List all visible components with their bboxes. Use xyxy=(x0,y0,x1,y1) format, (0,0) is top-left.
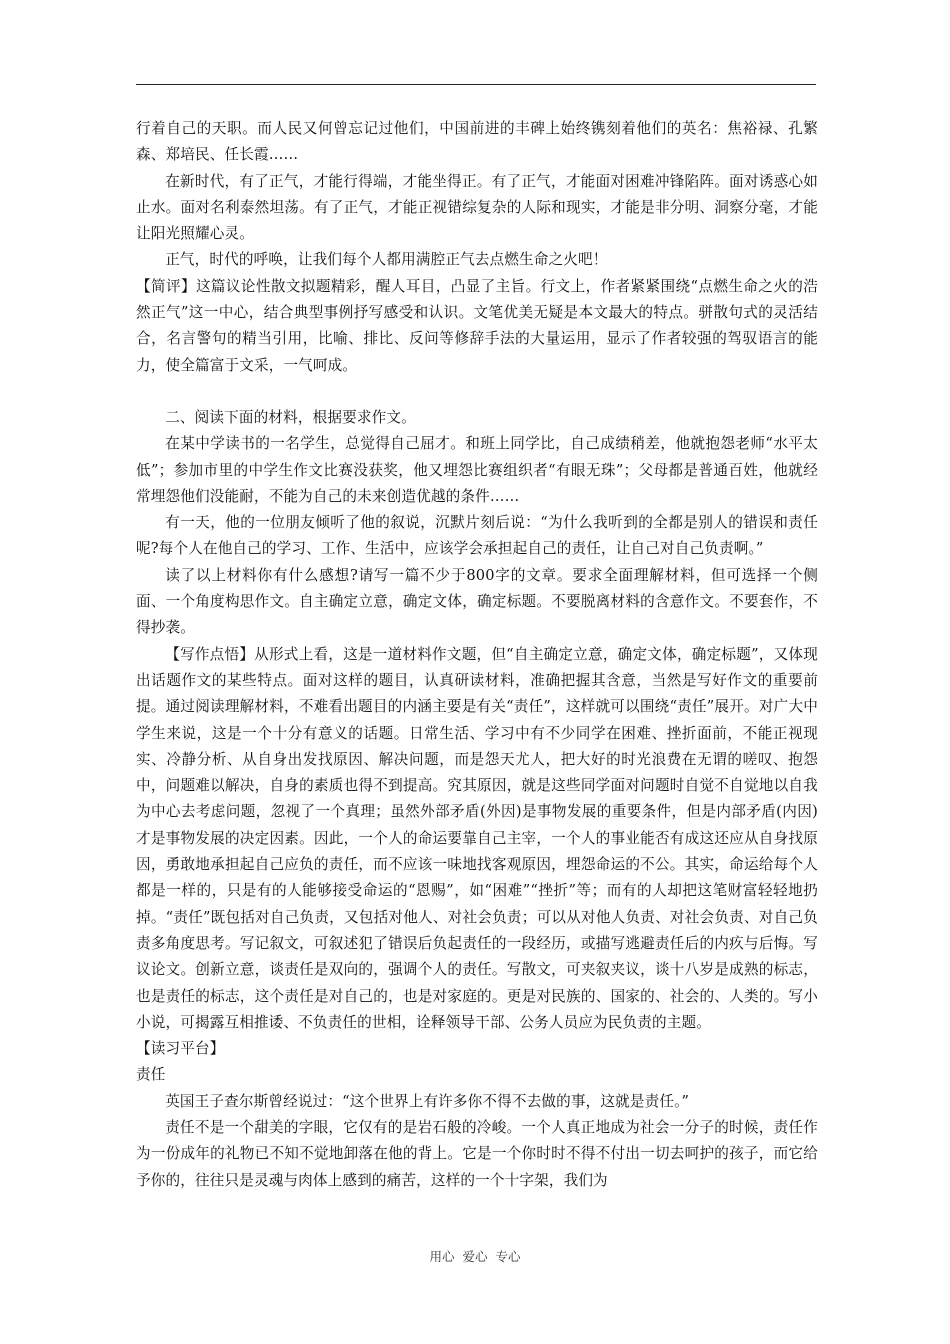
paragraph-new-era: 在新时代，有了正气，才能行得端，才能坐得正。有了正气，才能面对困难冲锋陷阵。面对诱惑心如止水。面对名利泰然坦荡。有了正气，才能正视错综复杂的人际和现实，才能是非分明、洞察分毫，才能让阳光照耀心灵。 xyxy=(136,172,818,243)
paragraph-requirement: 读了以上材料你有什么感想?请写一篇不少于800字的文章。要求全面理解材料，但可选择一个侧面、一个角度构思作文。自主确定立意，确定文体，确定标题。不要脱离材料的含意作文。不要套作，不得抄袭。 xyxy=(136,566,818,637)
paragraph-writing-tips: 【写作点悟】从形式上看，这是一道材料作文题，但“自主确定立意，确定文体，确定标题”，又体现出话题作文的某些特点。面对这样的题目，认真研读材料，准确把握其含意，当然是写好作文的重要前提。通过阅读理解材料，不难看出题目的内涵主要是有关“责任”，这样就可以围绕“责任”展开。对广大中学生来说，这是一个十分有意义的话题。日常生活、学习中有不少同学在困难、挫折面前，不能正视现实、冷静分析、从自身出发找原因、解决问题，而是怨天尤人，把大好的时光浪费在无谓的嗟叹、抱怨中，问题难以解决，自身的素质也得不到提高。究其原因，就是这些同学面对问题时自觉不自觉地以自我为中心去考虑问题，忽视了一个真理；虽然外部矛盾(外因)是事物发展的重要条件，但是内部矛盾(内因)才是事物发展的决定因素。因此，一个人的命运要靠自己主宰，一个人的事业能否有成这还应从自身找原因，勇敢地承担起自己应负的责任，而不应该一味地找客观原因，埋怨命运的不公。其实，命运给每个人都是一样的，只是有的人能够接受命运的“恩赐”，如“困难”“挫折”等；而有的人却把这笔财富轻轻地扔掉。“责任”既包括对自己负责，又包括对他人、对社会负责；可以从对他人负责、对社会负责、对自己负责多角度思考。写记叙文，可叙述犯了错误后负起责任的一段经历，或描写逃避责任后的内疚与后悔。写议论文。创新立意，谈责任是双向的，强调个人的责任。写散文，可夹叙夹议，谈十八岁是成熟的标志，也是责任的标志，这个责任是对自己的，也是对家庭的。更是对民族的、国家的、社会的、人类的。写小小说，可揭露互相推诿、不负责任的世相，诠释领导干部、公务人员应为民负责的主题。 xyxy=(136,645,818,1031)
paragraph-material-1: 在某中学读书的一名学生，总觉得自己屈才。和班上同学比，自己成绩稍差，他就抱怨老师“水平太低”；参加市里的中学生作文比赛没获奖，他又埋怨比赛组织者“有眼无珠”；父母都是普通百姓，他就经常埋怨他们没能耐，不能为自己的未来创造优越的条件…… xyxy=(136,435,818,505)
header-rule xyxy=(136,84,816,85)
paragraph-call: 正气，时代的呼唤，让我们每个人都用满腔正气去点燃生命之火吧！ xyxy=(165,251,608,269)
paragraph-gap xyxy=(136,379,818,405)
page-footer: 用心 爱心 专心 xyxy=(429,1249,521,1264)
paragraph-material-2: 有一天，他的一位朋友倾听了他的叙说，沉默片刻后说：“为什么我听到的全都是别人的错误和责任呢?每个人在他自己的学习、工作、生活中，应该学会承担起自己的责任，让自己对自己负责啊。” xyxy=(136,514,818,558)
paragraph-responsibility: 责任不是一个甜美的字眼，它仅有的是岩石般的冷峻。一个人真正地成为社会一分子的时候，责任作为一份成年的礼物已不知不觉地卸落在他的背上。它是一个你时时不得不付出一切去呵护的孩子，而它给予你的，往往只是灵魂与肉体上感到的痛苦，这样的一个十字架，我们为 xyxy=(136,1118,818,1189)
paragraph-quote: 英国王子查尔斯曾经说过：“这个世界上有许多你不得不去做的事，这就是责任。” xyxy=(165,1092,690,1110)
document-body xyxy=(136,116,818,1194)
essay-title: 责任 xyxy=(136,1066,166,1084)
section-heading-two: 二、阅读下面的材料，根据要求作文。 xyxy=(165,408,416,426)
paragraph-brief-review: 【简评】这篇议论性散文拟题精彩，醒人耳目，凸显了主旨。行文上，作者紧紧围绕“点燃生命之火的浩然正气”这一中心，结合典型事例抒写感受和认识。文笔优美无疑是本文最大的特点。骈散句式的灵活结合，名言警句的精当引用，比喻、排比、反问等修辞手法的大量运用，显示了作者较强的驾驭语言的能力，使全篇富于文采，一气呵成。 xyxy=(136,277,818,374)
paragraph-continuation: 行着自己的天职。而人民又何曾忘记过他们，中国前进的丰碑上始终镌刻着他们的英名：焦裕禄、孔繁森、郑培民、任长霞…… xyxy=(136,120,818,164)
heading-reading-platform: 【读习平台】 xyxy=(136,1040,225,1058)
